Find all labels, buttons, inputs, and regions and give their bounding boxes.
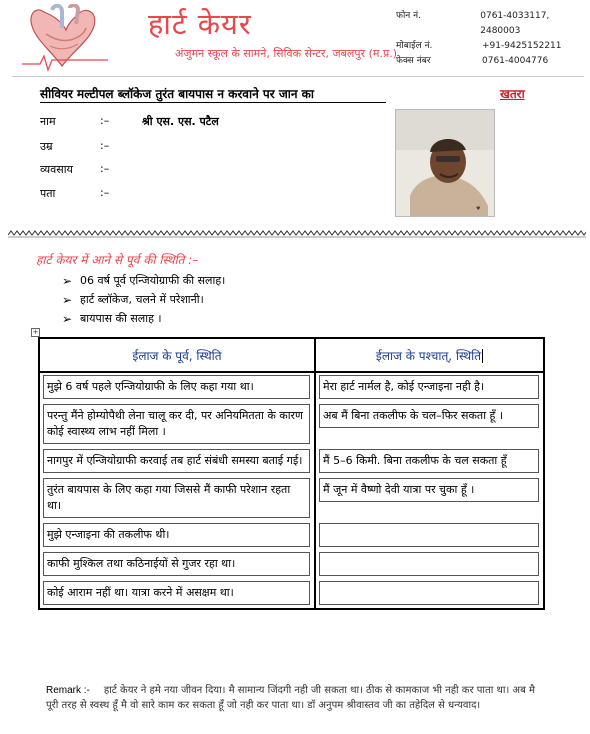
table-row bbox=[39, 476, 544, 521]
table-cell[interactable] bbox=[39, 476, 315, 521]
heart-logo-icon bbox=[22, 4, 108, 74]
cell-text: नागपुर में एन्जियोग्राफी करवाई तब हार्ट संबंधी समस्या बताई गई। bbox=[43, 449, 310, 473]
column-header-before[interactable] bbox=[39, 338, 315, 372]
cell-text: अब मैं बिना तकलीफ के चल–फिर सकता हूँ । bbox=[319, 404, 539, 428]
table-anchor-icon[interactable]: + bbox=[32, 328, 39, 336]
field-separator: :– bbox=[100, 162, 110, 175]
fax-label: फेक्स नंबर bbox=[396, 56, 431, 66]
field-occupation bbox=[40, 162, 142, 177]
table-row bbox=[39, 402, 544, 447]
column-header-text: ईलाज के पश्चात्, स्थिति bbox=[375, 348, 482, 363]
svg-text:♥: ♥ bbox=[476, 206, 481, 212]
field-separator: :– bbox=[100, 139, 110, 152]
cell-text: मैं जून में वैष्णो देवी यात्रा पर चुका हूँ । bbox=[319, 478, 539, 502]
comparison-table bbox=[38, 337, 545, 610]
arrow-bullet-icon: ➢ bbox=[62, 292, 73, 307]
table-cell[interactable] bbox=[39, 550, 315, 579]
field-separator: :– bbox=[100, 114, 110, 127]
table-row bbox=[39, 372, 544, 402]
cell-text bbox=[319, 581, 539, 605]
cell-text: मेरा हार्ट नार्मल है, कोई एन्जाइना नही है। bbox=[319, 375, 539, 399]
remark-label: Remark :- bbox=[46, 685, 90, 696]
cell-text: मुझे एन्जाइना की तकलीफ थी। bbox=[43, 523, 310, 547]
field-label: उम्र bbox=[40, 140, 53, 153]
cell-text bbox=[319, 552, 539, 576]
table-cell[interactable] bbox=[39, 447, 315, 476]
table-cell[interactable] bbox=[315, 521, 544, 550]
cell-text: कोई आराम नहीं था। यात्रा करने में असक्षम था। bbox=[43, 581, 310, 605]
arrow-bullet-icon: ➢ bbox=[62, 311, 73, 326]
cell-text bbox=[319, 523, 539, 547]
remark bbox=[46, 683, 546, 713]
fax-row bbox=[396, 54, 590, 69]
cell-text: काफी मुश्किल तथा कठिनाईयों से गुजर रहा था। bbox=[43, 552, 310, 576]
header-divider bbox=[12, 76, 584, 77]
before-title: हार्ट केयर में आने से पूर्व की स्थिति :– bbox=[36, 253, 199, 267]
mobile-value: +91-9425152211 bbox=[482, 41, 562, 51]
field-value: श्री एस. एस. पटैल bbox=[142, 115, 219, 128]
list-item-text: हार्ट ब्लॉकेज, चलने में परेशानी। bbox=[80, 293, 204, 306]
field-label: नाम bbox=[40, 115, 56, 128]
list-item-text: बायपास की सलाह । bbox=[80, 312, 162, 325]
field-separator: :– bbox=[100, 186, 110, 199]
table-cell[interactable] bbox=[315, 550, 544, 579]
table-row bbox=[39, 521, 544, 550]
table-cell[interactable] bbox=[315, 402, 544, 447]
mobile-row bbox=[396, 39, 590, 54]
table-cell[interactable] bbox=[39, 521, 315, 550]
table-cell[interactable] bbox=[315, 476, 544, 521]
table-cell[interactable] bbox=[315, 447, 544, 476]
cell-text: परन्तु मैंने होम्योपैथी लेना चालू कर दी, पर अनियमितता के कारण कोई स्वास्थ्य लाभ नहीं मिला । bbox=[43, 404, 310, 444]
table-cell[interactable] bbox=[39, 579, 315, 609]
field-age bbox=[40, 139, 142, 154]
arrow-bullet-icon: ➢ bbox=[62, 273, 73, 288]
cell-text: मुझे 6 वर्ष पहले एन्जियोग्राफी के लिए कहा गया था। bbox=[43, 375, 310, 399]
headline-tail: खतरा bbox=[500, 87, 525, 101]
phone-value: 0761-4033117, 2480003 bbox=[480, 11, 550, 36]
list-item bbox=[62, 292, 204, 307]
column-header-text: ईलाज के पूर्व, स्थिति bbox=[132, 348, 222, 363]
field-label: व्यवसाय bbox=[40, 163, 73, 176]
phone-label: फोन नं. bbox=[396, 11, 421, 21]
table-cell[interactable] bbox=[39, 402, 315, 447]
field-name bbox=[40, 114, 219, 129]
section-divider bbox=[8, 230, 586, 238]
table-row bbox=[39, 447, 544, 476]
remark-text: हार्ट केयर ने हमे नया जीवन दिया। मै सामान्य जिंदगी नही जी सकता था। ठीक से कामकाज भी नही कर पाता था। अब मै पूरी तरह से स्वस्थ हूँ मै वो सारे काम कर सकता हूँ जो नही कर पाता था। डॉ अनुपम श्रीवास्तव जी का तहेदिल से धन्यवाद। bbox=[46, 685, 535, 711]
brand-title: हार्ट केयर bbox=[148, 7, 252, 41]
cell-text: तुरंत बायपास के लिए कहा गया जिससे मैं काफी परेशान रहता था। bbox=[43, 478, 310, 518]
field-label: पता bbox=[40, 187, 56, 200]
list-item bbox=[62, 273, 225, 288]
phone-row bbox=[396, 9, 590, 39]
headline: सीवियर मल्टीपल ब्लॉकेज तुरंत बायपास न करवाने पर जान का bbox=[40, 87, 315, 101]
text-cursor bbox=[482, 349, 483, 363]
fax-value: 0761-4004776 bbox=[482, 56, 549, 66]
list-item-text: 06 वर्ष पूर्व एन्जियोग्राफी की सलाह। bbox=[80, 274, 226, 287]
mobile-label: मोबाईल नं. bbox=[396, 41, 433, 51]
column-header-after[interactable] bbox=[315, 338, 544, 372]
patient-photo bbox=[395, 109, 495, 217]
table-header-row bbox=[39, 338, 544, 372]
table-row bbox=[39, 579, 544, 609]
headline-underline bbox=[40, 102, 386, 103]
cell-text: मैं 5–6 किमी. बिना तकलीफ के चल सकता हूँ bbox=[319, 449, 539, 473]
address-line: अंजुमन स्कूल के सामने, सिविक सेन्टर, जबलपुर (म.प्र.) bbox=[175, 47, 398, 60]
list-item bbox=[62, 311, 162, 326]
table-cell[interactable] bbox=[315, 579, 544, 609]
table-cell[interactable] bbox=[315, 372, 544, 402]
table-cell[interactable] bbox=[39, 372, 315, 402]
field-address bbox=[40, 186, 142, 201]
contact-block bbox=[396, 9, 590, 69]
table-row bbox=[39, 550, 544, 579]
